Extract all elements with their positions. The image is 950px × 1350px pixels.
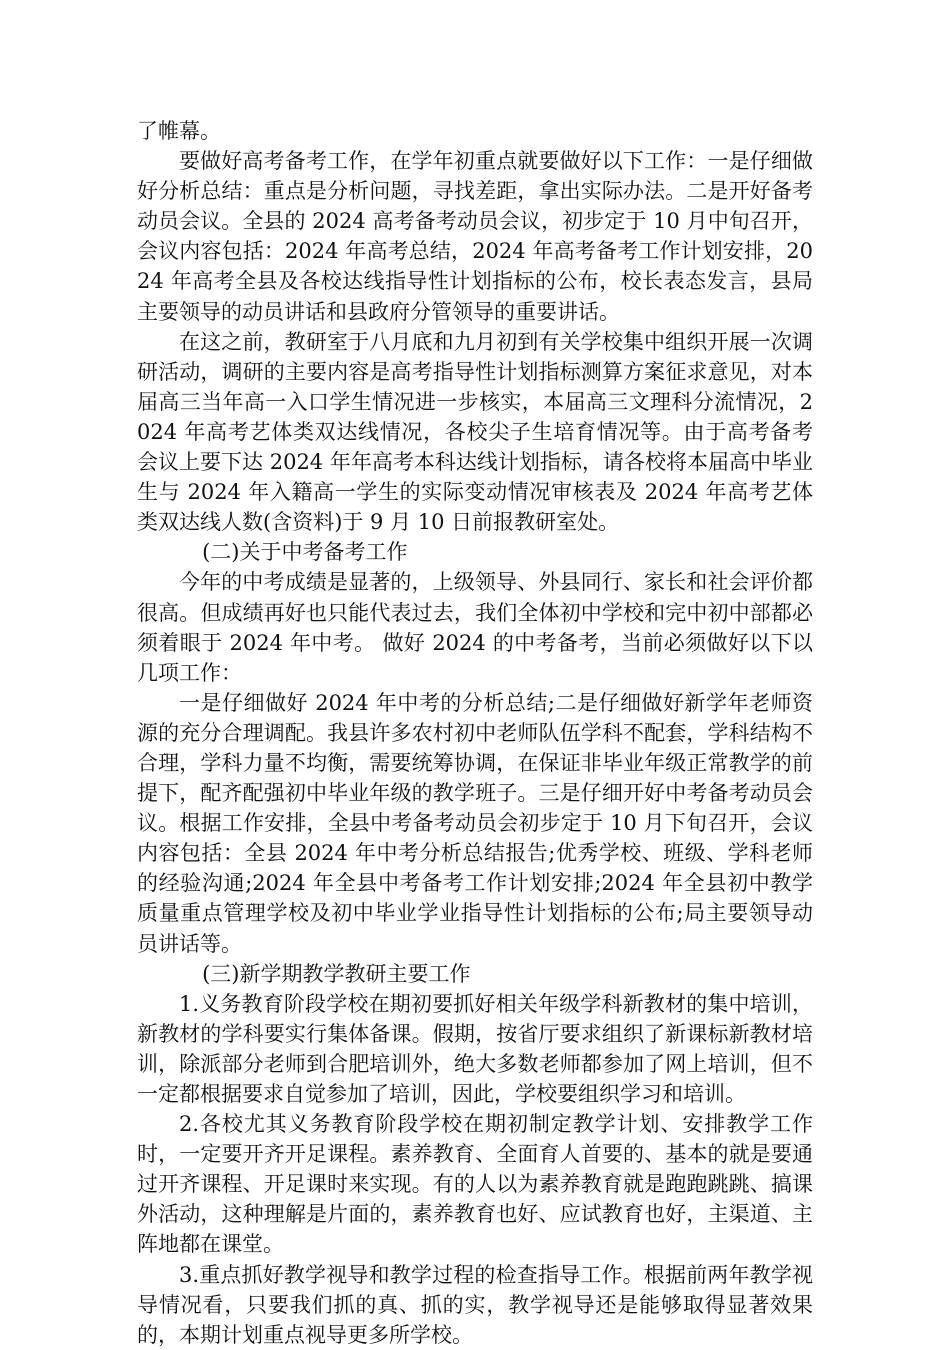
paragraph-item-2: 2.各校尤其义务教育阶段学校在期初制定教学计划、安排教学工作时，一定要开齐开足课程。素养教育、全面育人首要的、基本的就是要通过开齐课程、开足课时来实现。有的人以为素养教育就是跑跑跳跳、搞课外活动，这种理解是片面的，素养教育也好、应试教育也好，主渠道、主阵地都在课堂。 bbox=[137, 1112, 813, 1257]
paragraph-zhongkao-results: 今年的中考成绩是显著的，上级领导、外县同行、家长和社会评价都很高。但成绩再好也只能代表过去，我们全体初中学校和完中初中部都必须着眼于 2024 年中考。 做好 2024 的中考备考，当前必须做好以下以几项工作： bbox=[137, 570, 813, 685]
paragraph-item-1: 1.义务教育阶段学校在期初要抓好相关年级学科新教材的集中培训，新教材的学科要实行集体备课。假期，按省厅要求组织了新课标新教材培训，除派部分老师到合肥培训外，绝大多数老师都参加了网上培训，但不一定都根据要求自觉参加了培训，因此，学校要组织学习和培训。 bbox=[137, 991, 813, 1106]
paragraph-zhongkao-tasks: 一是仔细做好 2024 年中考的分析总结;二是仔细做好新学年老师资源的充分合理调配。我县许多农村初中老师队伍学科不配套，学科结构不合理，学科力量不均衡，需要统筹协调，在保证非毕业年级正常教学的前提下，配齐配强初中毕业年级的教学班子。三是仔细开好中考备考动员会议。根据工作安排，全县中考备考动员会初步定于 10 月下旬召开，会议内容包括：全县 2024 年中考分析总结报告;优秀学校、班级、学科老师的经验沟通;2024 年全县中考备考工作计划安排;2024 年全县初中教学质量重点管理学校及初中毕业学业指导性计划指标的公布;局主要领导动员讲话等。 bbox=[137, 690, 813, 956]
paragraph-continuation: 了帷幕。 bbox=[137, 119, 221, 143]
paragraph-research-activity: 在这之前，教研室于八月底和九月初到有关学校集中组织开展一次调研活动，调研的主要内容是高考指导性计划指标测算方案征求意见，对本届高三当年高一入口学生情况进一步核实，本届高三文理科分流情况，2024 年高考艺体类双达线情况，各校尖子生培育情况等。由于高考备考会议上要下达 2024 年年高考本科达线计划指标，请各校将本届高中毕业生与 2024 年入籍高一学生的实际变动情况审核表及 2024 年高考艺体类双达线人数(含资料)于 9 月 10 日前报教研室处。 bbox=[137, 329, 813, 535]
paragraph-gaokao-prep: 要做好高考备考工作，在学年初重点就要做好以下工作：一是仔细做好分析总结：重点是分析问题，寻找差距，拿出实际办法。二是开好备考动员会议。全县的 2024 高考备考动员会议，初步定于 10 月中旬召开，会议内容包括：2024 年高考总结，2024 年高考备考工作计划安排，2024 年高考全县及各校达线指导性计划指标的公布，校长表态发言，县局主要领导的动员讲话和县政府分管领导的重要讲话。 bbox=[137, 149, 813, 324]
section-heading-zhongkao: (二)关于中考备考工作 bbox=[202, 540, 408, 565]
section-heading-new-semester: (三)新学期教学教研主要工作 bbox=[202, 961, 471, 986]
paragraph-item-3: 3.重点抓好教学视导和教学过程的检查指导工作。根据前两年教学视导情况看，只要我们抓的真、抓的实，教学视导还是能够取得显著效果的，本期计划重点视导更多所学校。 bbox=[137, 1262, 813, 1347]
document-page bbox=[137, 116, 813, 1350]
